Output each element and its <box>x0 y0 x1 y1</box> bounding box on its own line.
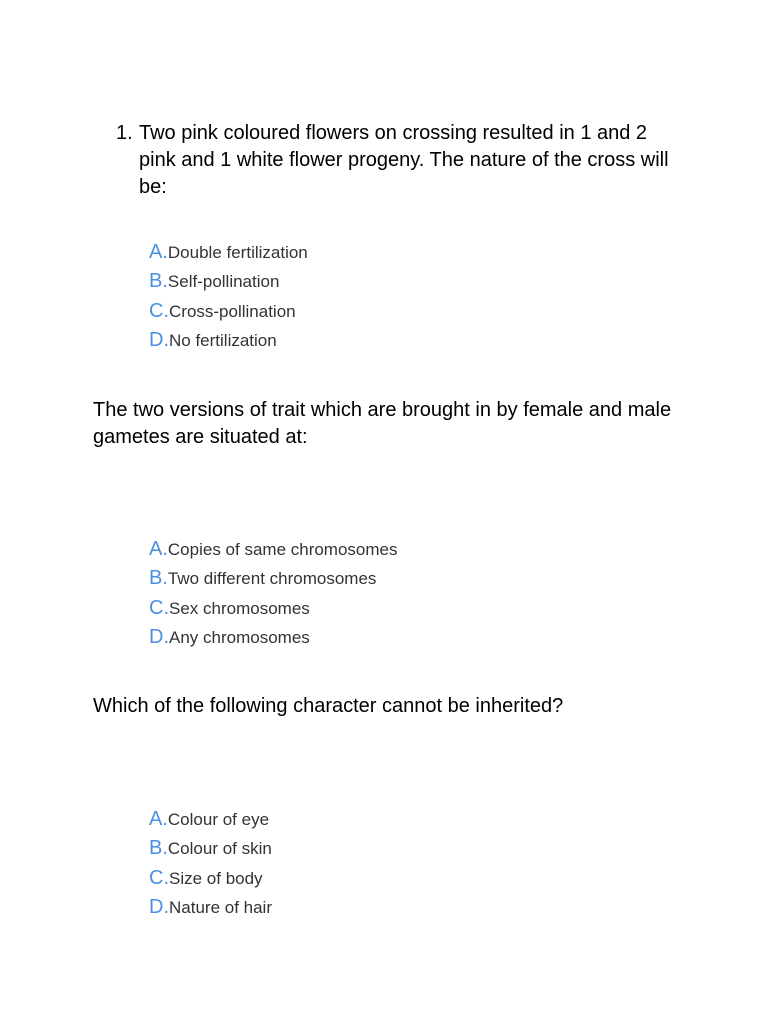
option-text: Size of body <box>169 868 263 888</box>
option-text: Any chromosomes <box>169 627 310 647</box>
question-3-options <box>149 808 272 925</box>
option-item <box>149 626 398 655</box>
option-item <box>149 837 272 866</box>
option-item <box>149 567 398 596</box>
question-1-text: Two pink coloured flowers on crossing resulted in 1 and 2 pink and 1 white flower progeny. The nature of the cross will be: <box>139 122 669 198</box>
option-item <box>149 241 308 270</box>
option-letter: B. <box>149 837 168 860</box>
option-text: Colour of eye <box>167 810 270 829</box>
option-letter: D. <box>149 328 169 351</box>
option-text: No fertilization <box>169 330 277 350</box>
option-letter: C. <box>149 596 169 619</box>
question-1-number: 1. <box>116 122 133 144</box>
option-letter: B. <box>149 270 168 293</box>
option-text: Sex chromosomes <box>169 598 310 618</box>
option-item <box>149 538 398 567</box>
option-text: Copies of same chromosomes <box>167 540 398 559</box>
question-2-text: The two versions of trait which are brought in by female and male gametes are situated at: <box>93 399 672 448</box>
question-3-text: Which of the following character cannot be inherited? <box>93 695 564 717</box>
option-item <box>149 896 272 925</box>
option-letter: B. <box>149 567 168 590</box>
question-1-options <box>149 241 308 358</box>
option-letter: C. <box>149 866 169 889</box>
option-text: Nature of hair <box>169 897 272 917</box>
option-item <box>149 270 308 299</box>
option-letter: D. <box>149 625 169 648</box>
option-item <box>149 300 308 329</box>
option-letter: C. <box>149 299 169 322</box>
option-letter: A. <box>149 241 168 263</box>
option-letter: A. <box>149 808 168 830</box>
option-item <box>149 867 272 896</box>
option-text: Cross-pollination <box>169 301 296 321</box>
option-text: Colour of skin <box>167 839 272 859</box>
option-item <box>149 329 308 358</box>
option-item <box>149 808 272 837</box>
option-text: Double fertilization <box>167 243 308 262</box>
question-2-options <box>149 538 398 655</box>
option-text: Two different chromosomes <box>167 569 377 589</box>
option-text: Self-pollination <box>167 272 280 292</box>
question-1 <box>116 120 676 201</box>
option-letter: D. <box>149 895 169 918</box>
option-item <box>149 597 398 626</box>
option-letter: A. <box>149 538 168 560</box>
